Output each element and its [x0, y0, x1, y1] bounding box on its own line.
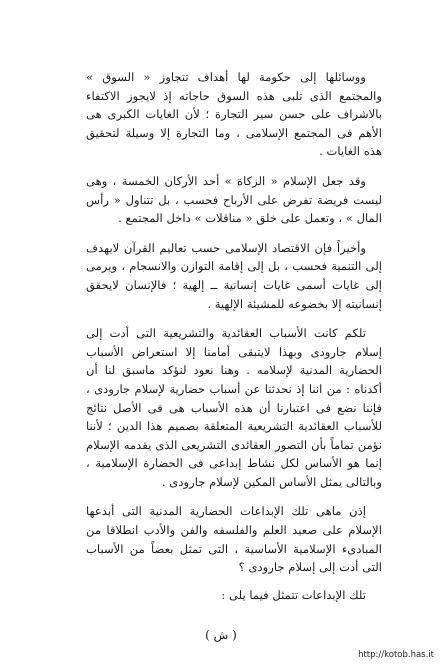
page-number: ( ش )	[205, 628, 237, 642]
paragraph-5: إذن ماهى تلك الإبداعات الحضارية المدنية التى أبدعها الإسلام على صعيد العلم والفلسفه والفن والأدب انطلاقا من المبادىء الإسلامية الأساسية ، التى تمثل بعضاً من الأسباب التى أدت إلى إسلام جارودى ؟	[86, 504, 382, 575]
paragraph-4: تلكم كانت الأسباب العقائدية والتشريعية التى أدت إلى إسلام جارودى وبهذا لايتبقى أمامنا إلا استعراض الأسباب الحضارية المدنية لإسلامه . وهنا نعود لنؤكد ماسبق لنا أن أكدناه : من اننا إذ نحدثنا عن أسباب حضارية لإسلام جارودى ، فإننا نضع فى اعتبارنا أن هذه الأسباب هى فى الأصل نتائج للأسباب العقائدية التشريعية المتعلقة بصميم هذا الدين ؛ لأننا نؤمن تماماً بأن التصور العقائدى التشريعى الذى يقدمه الإسلام إنما هو الأساس لكل نشاط إبداعى فى الحضارة الإسلامية ، وبالتالى يمثل الأساس المكين لإسلام جارودى .	[86, 326, 382, 489]
paragraph-1: ووسائلها إلى حكومة لها أهداف تتجاوز « السوق » والمجتمع الذى تلبى هذه السوق حاجاته إذ لايجوز الاكتفاء بالاشراف على حسن سير التجارة ؛ لأن الغايات الكبرى هى الأهم فى المجتمع الإسلامى ، وما التجارة إلا وسيلة لتحقيق هذه الغايات .	[86, 70, 382, 159]
paragraph-6: تلك الإبداعات تتمثل فيما يلى :	[221, 587, 366, 602]
paragraph-3: وأخيراً فإن الاقتصاد الإسلامى حسب تعاليم القرآن لايهدف إلى التنمية فحسب ، بل إلى إقامة التوازن والانسجام ، ويرمى إلى غايات أسمى غايات إنسانية ــ إلهية ؛ فالإنسان لايحقق إنسانيته إلا بخضوعه للمشيئة الإلهية .	[86, 240, 382, 311]
source-url[interactable]: http://kotob.has.it	[358, 650, 434, 660]
body-text	[86, 68, 382, 613]
paragraph-2: وقد جعل الإسلام « الزكاة » أحد الأركان الخمسة ، وهى ليست فريضة تفرض على الأرباح فحسب ، بل تتناول « رأس المال » ، وتعمل على خلق « مناقلات » داخل المجتمع .	[86, 173, 382, 226]
